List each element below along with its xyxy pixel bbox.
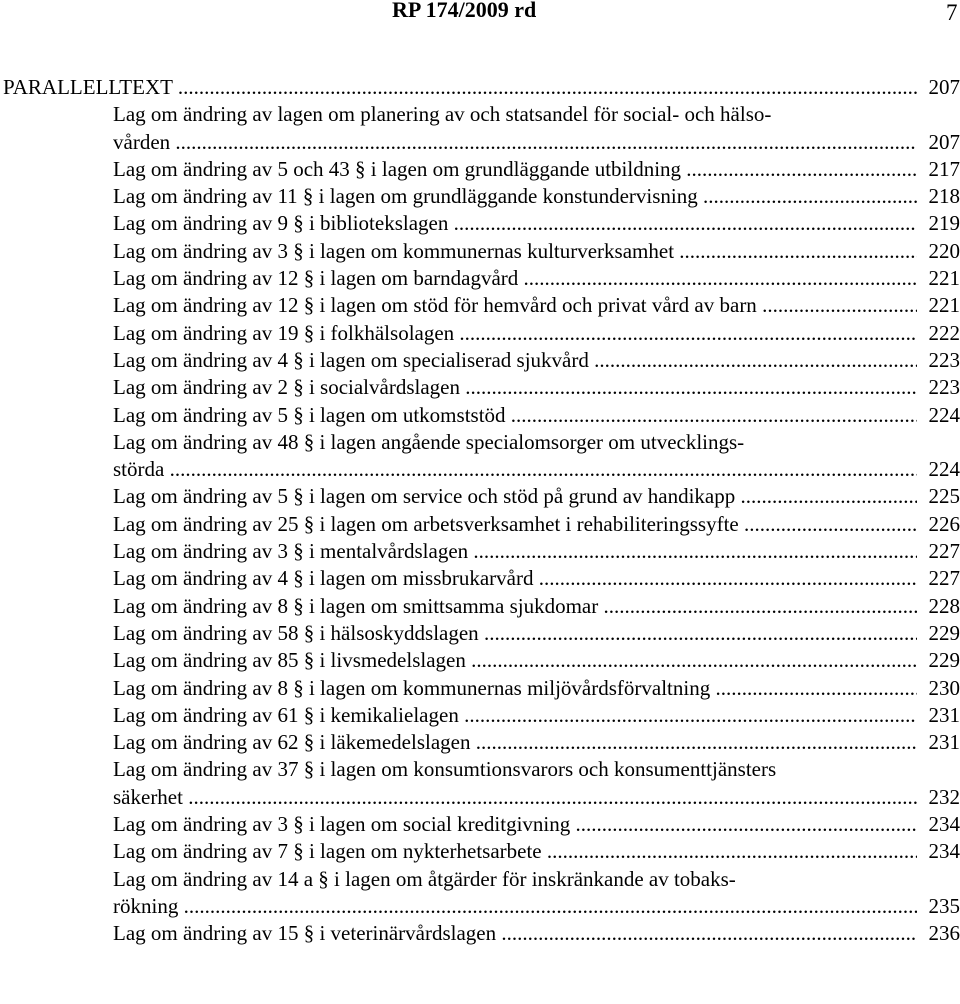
toc-entry-page: 225 bbox=[928, 484, 960, 509]
toc-entry-row[interactable] bbox=[0, 402, 960, 429]
toc-entry-row[interactable] bbox=[0, 129, 960, 156]
toc-entry-text: Lag om ändring av 5 och 43 § i lagen om grundläggande utbildning bbox=[113, 156, 682, 181]
toc-entry-row[interactable] bbox=[0, 265, 960, 292]
toc-entry-row[interactable] bbox=[0, 784, 960, 811]
toc-entry-text: Lag om ändring av 12 § i lagen om barndagvård bbox=[113, 266, 519, 291]
toc-entry-text: Lag om ändring av 9 § i bibliotekslagen bbox=[113, 211, 449, 236]
toc-entry-row[interactable] bbox=[0, 702, 960, 729]
toc-entry-leader bbox=[113, 647, 917, 674]
page-number: 7 bbox=[946, 0, 958, 25]
toc-entry-leader bbox=[113, 238, 917, 265]
toc-entry-text: Lag om ändring av 3 § i mentalvårdslagen bbox=[113, 539, 469, 564]
toc-entry-leader bbox=[113, 538, 917, 565]
toc-entry-page: 224 bbox=[928, 457, 960, 482]
toc-entry-text: Lag om ändring av 3 § i lagen om kommunernas kulturverksamhet bbox=[113, 238, 675, 263]
toc-entry-leader bbox=[113, 511, 917, 538]
toc-entry-text: Lag om ändring av 25 § i lagen om arbetsverksamhet i rehabiliteringssyfte bbox=[113, 511, 739, 536]
toc-entry-leader bbox=[113, 374, 917, 401]
toc-entry-row[interactable] bbox=[0, 238, 960, 265]
toc-entry-page: 229 bbox=[928, 648, 960, 673]
toc-entry-text: störda bbox=[113, 457, 165, 482]
toc-entry-text: rökning bbox=[113, 893, 179, 918]
toc-entry-leader bbox=[113, 675, 917, 702]
toc-entry-row[interactable] bbox=[0, 456, 960, 483]
toc-entry-text: Lag om ändring av 37 § i lagen om konsumtionsvarors och konsumenttjänsters bbox=[113, 757, 777, 782]
toc-entry-page: 226 bbox=[928, 511, 960, 536]
toc-entry-row[interactable] bbox=[0, 920, 960, 947]
toc-entry-page: 224 bbox=[928, 402, 960, 427]
toc-entry-text: Lag om ändring av 5 § i lagen om service och stöd på grund av handikapp bbox=[113, 484, 736, 509]
toc-heading-page: 207 bbox=[928, 75, 960, 99]
toc-entry-text: Lag om ändring av 19 § i folkhälsolagen bbox=[113, 320, 455, 345]
toc-entry-leader bbox=[113, 402, 917, 429]
toc-heading-row[interactable] bbox=[0, 74, 960, 101]
toc-entry-page: 232 bbox=[928, 784, 960, 809]
toc-entry-leader bbox=[113, 320, 917, 347]
toc-entry-row[interactable] bbox=[0, 320, 960, 347]
toc-entry-leader bbox=[113, 156, 917, 183]
toc-entry-page: 234 bbox=[928, 812, 960, 837]
toc-entry-text: Lag om ändring av 12 § i lagen om stöd för hemvård och privat vård av barn bbox=[113, 293, 757, 318]
toc-entry-row[interactable] bbox=[0, 538, 960, 565]
toc-entry-leader bbox=[113, 210, 917, 237]
toc-entry-row[interactable] bbox=[0, 647, 960, 674]
toc-entry-page: 217 bbox=[928, 156, 960, 181]
toc-entry-page: 236 bbox=[928, 921, 960, 946]
toc-entry-row[interactable] bbox=[0, 511, 960, 538]
toc-entry-page: 223 bbox=[928, 347, 960, 372]
toc-entry-text: säkerhet bbox=[113, 784, 183, 809]
toc-entry-page: 227 bbox=[928, 539, 960, 564]
toc-entry-row[interactable] bbox=[0, 565, 960, 592]
toc-entry-text: Lag om ändring av 58 § i hälsoskyddslagen bbox=[113, 620, 479, 645]
toc-entry-text: Lag om ändring av 4 § i lagen om specialiserad sjukvård bbox=[113, 347, 589, 372]
toc-entry-row-continued bbox=[0, 429, 960, 456]
toc-entry-leader bbox=[113, 483, 917, 510]
toc-entry-text: vården bbox=[113, 129, 171, 154]
toc-entry-leader bbox=[113, 811, 917, 838]
toc-entry-leader bbox=[113, 729, 917, 756]
toc-entry-row[interactable] bbox=[0, 729, 960, 756]
toc-entry-page: 231 bbox=[928, 702, 960, 727]
toc-entry-text: Lag om ändring av 3 § i lagen om social kreditgivning bbox=[113, 812, 571, 837]
toc-entry-row[interactable] bbox=[0, 838, 960, 865]
toc-entry-text: Lag om ändring av 62 § i läkemedelslagen bbox=[113, 730, 471, 755]
toc-entry-row[interactable] bbox=[0, 593, 960, 620]
toc-entry-leader bbox=[113, 456, 917, 483]
toc-entry-page: 223 bbox=[928, 375, 960, 400]
toc-entry-row[interactable] bbox=[0, 893, 960, 920]
toc-entry-text: Lag om ändring av 14 a § i lagen om åtgärder för inskränkande av tobaks- bbox=[113, 866, 736, 891]
toc-entry-leader bbox=[113, 183, 917, 210]
toc-entry-row[interactable] bbox=[0, 620, 960, 647]
toc-entry-page: 230 bbox=[928, 675, 960, 700]
toc-entry-row[interactable] bbox=[0, 292, 960, 319]
toc-entry-leader bbox=[113, 347, 917, 374]
toc-entry-page: 219 bbox=[928, 211, 960, 236]
toc-entry-leader bbox=[113, 292, 917, 319]
toc-entry-row[interactable] bbox=[0, 811, 960, 838]
toc-entry-row[interactable] bbox=[0, 675, 960, 702]
toc-entry-leader bbox=[113, 565, 917, 592]
toc-entry-page: 221 bbox=[928, 293, 960, 318]
toc-entry-text: Lag om ändring av 85 § i livsmedelslagen bbox=[113, 648, 466, 673]
toc-entry-leader bbox=[113, 702, 917, 729]
toc-entry-text: Lag om ändring av 11 § i lagen om grundläggande konstundervisning bbox=[113, 184, 698, 209]
toc-entry-leader bbox=[113, 593, 917, 620]
toc-entry-page: 235 bbox=[928, 893, 960, 918]
toc-heading-leader bbox=[3, 74, 917, 101]
toc-entry-page: 220 bbox=[928, 238, 960, 263]
toc-entry-leader bbox=[113, 620, 917, 647]
toc-entry-leader bbox=[113, 129, 917, 156]
document-title: RP 174/2009 rd bbox=[392, 0, 537, 22]
toc-entry-text: Lag om ändring av 15 § i veterinärvårdslagen bbox=[113, 921, 497, 946]
toc-entry-page: 218 bbox=[928, 184, 960, 209]
page-header bbox=[0, 0, 960, 30]
toc-entry-leader bbox=[113, 838, 917, 865]
toc-entry-text: Lag om ändring av 8 § i lagen om kommunernas miljövårdsförvaltning bbox=[113, 675, 711, 700]
toc-entry-text: Lag om ändring av 61 § i kemikalielagen bbox=[113, 702, 459, 727]
toc-entry-row[interactable] bbox=[0, 347, 960, 374]
table-of-contents bbox=[0, 74, 960, 948]
toc-entry-row[interactable] bbox=[0, 374, 960, 401]
toc-entry-page: 229 bbox=[928, 620, 960, 645]
toc-heading-text: PARALLELLTEXT bbox=[3, 75, 173, 99]
toc-entry-page: 231 bbox=[928, 730, 960, 755]
toc-entry-text: Lag om ändring av 4 § i lagen om missbrukarvård bbox=[113, 566, 534, 591]
toc-entry-leader bbox=[113, 920, 917, 947]
toc-entry-text: Lag om ändring av 2 § i socialvårdslagen bbox=[113, 375, 460, 400]
toc-entry-row-continued bbox=[0, 756, 960, 783]
toc-entry-text: Lag om ändring av lagen om planering av och statsandel för social- och hälso- bbox=[113, 102, 772, 127]
toc-entry-page: 227 bbox=[928, 566, 960, 591]
toc-entry-leader bbox=[113, 265, 917, 292]
toc-entry-row-continued bbox=[0, 866, 960, 893]
toc-entry-row[interactable] bbox=[0, 183, 960, 210]
toc-entry-page: 234 bbox=[928, 839, 960, 864]
toc-entry-text: Lag om ändring av 48 § i lagen angående specialomsorger om utvecklings- bbox=[113, 429, 745, 454]
toc-entry-row[interactable] bbox=[0, 210, 960, 237]
toc-entry-page: 221 bbox=[928, 266, 960, 291]
toc-entry-page: 207 bbox=[928, 129, 960, 154]
toc-entry-row[interactable] bbox=[0, 156, 960, 183]
toc-entry-leader bbox=[113, 784, 917, 811]
toc-entry-page: 228 bbox=[928, 593, 960, 618]
toc-entry-text: Lag om ändring av 7 § i lagen om nykterhetsarbete bbox=[113, 839, 542, 864]
toc-entry-row[interactable] bbox=[0, 483, 960, 510]
toc-entry-row-continued bbox=[0, 101, 960, 128]
toc-entry-page: 222 bbox=[928, 320, 960, 345]
toc-entry-leader bbox=[113, 893, 917, 920]
toc-entry-text: Lag om ändring av 5 § i lagen om utkomststöd bbox=[113, 402, 506, 427]
toc-entry-text: Lag om ändring av 8 § i lagen om smittsamma sjukdomar bbox=[113, 593, 599, 618]
